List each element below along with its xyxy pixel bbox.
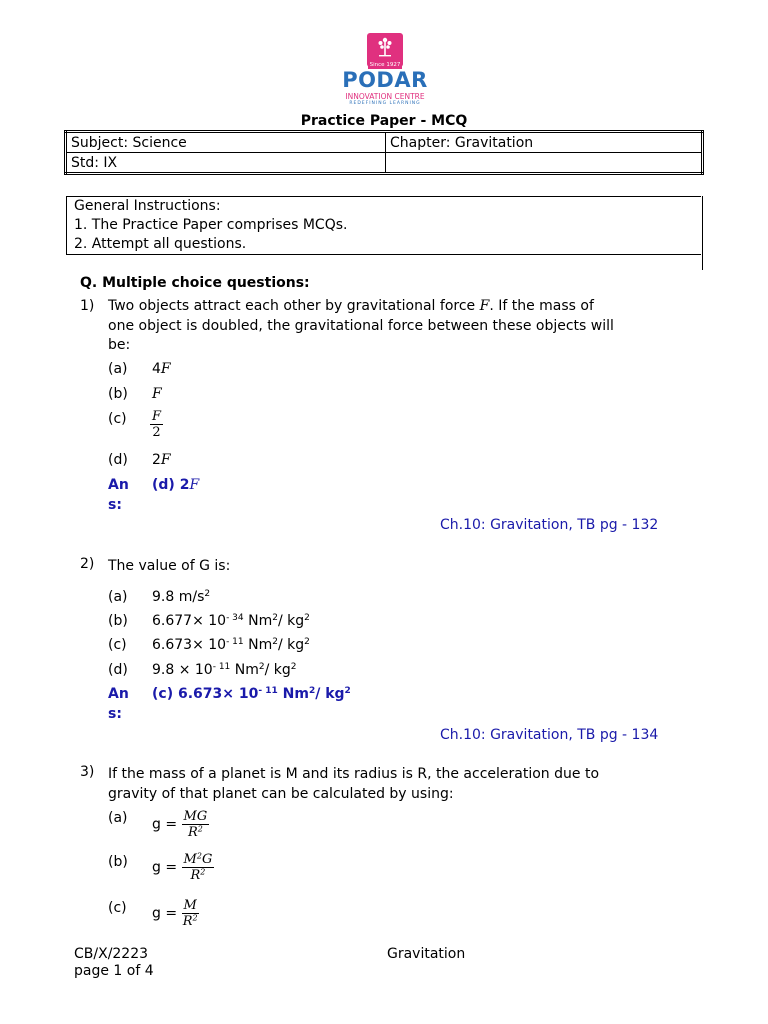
option-text: $6.677\times 10^{- 34}$ Nm$^2$/ $kg^2$	[152, 613, 310, 629]
textbook-reference: Ch.10: Gravitation, TB pg - 132	[440, 517, 659, 533]
option-formula: g = $\frac{M}{R^2}$	[152, 898, 198, 929]
logo-tagline: Since 1927	[369, 62, 401, 68]
instructions-box	[66, 196, 701, 255]
std-cell: Std: IX	[66, 153, 386, 174]
instructions-heading: General Instructions:	[74, 198, 221, 214]
option-text: 9.8 $m/s^2$	[152, 589, 211, 605]
option-label: (a)	[108, 361, 128, 377]
option-label: (d)	[108, 452, 128, 468]
answer-text: (c) $6.673\times 10^{- 11}$ Nm$^2$/ $kg^2$	[152, 686, 351, 702]
section-heading: Q. Multiple choice questions:	[80, 275, 310, 291]
question-text: be:	[108, 337, 131, 353]
footer-chapter: Gravitation	[387, 946, 466, 962]
logo-name: PODAR	[342, 68, 428, 92]
option-label: (a)	[108, 810, 128, 826]
page-title: Practice Paper - MCQ	[300, 113, 468, 129]
footer-page: page 1 of 4	[74, 963, 154, 979]
textbook-reference: Ch.10: Gravitation, TB pg - 134	[440, 727, 659, 743]
option-label: (b)	[108, 854, 128, 870]
option-formula: g = $\frac{MG}{R^2}$	[152, 809, 208, 840]
option-label: (c)	[108, 411, 127, 427]
option-label: (c)	[108, 900, 127, 916]
option-text: 2F	[152, 452, 171, 468]
question-text: If the mass of a planet is M and its radius is R, the acceleration due to	[108, 766, 600, 782]
option-label: (c)	[108, 637, 127, 653]
instruction-item: 2. Attempt all questions.	[74, 236, 247, 252]
question-number: 1)	[80, 298, 95, 314]
instruction-item: 1. The Practice Paper comprises MCQs.	[74, 217, 348, 233]
info-table	[64, 130, 704, 175]
question-text: Two objects attract each other by gravitational force F. If the mass of	[108, 298, 594, 314]
answer-label: s:	[108, 706, 122, 722]
option-label: (d)	[108, 662, 128, 678]
answer-text: (d) 2F	[152, 477, 200, 493]
question-text: one object is doubled, the gravitational force between these objects will	[108, 318, 614, 334]
logo-motto: REDEFINING LEARNING	[349, 101, 421, 106]
option-fraction: $\frac{F}{2}$	[152, 409, 162, 440]
option-text: $6.673\times 10^{- 11}$ Nm$^2$/ $kg^2$	[152, 637, 310, 653]
option-label: (b)	[108, 386, 128, 402]
option-text: 4F	[152, 361, 171, 377]
empty-cell	[386, 153, 703, 174]
answer-label: An	[108, 477, 129, 493]
question-text: The value of G is:	[108, 558, 231, 574]
question-text: gravity of that planet can be calculated by using:	[108, 786, 454, 802]
tree-icon	[377, 36, 393, 58]
option-formula: g = $\frac{M^2G}{R^2}$	[152, 851, 213, 883]
subject-cell: Subject: Science	[66, 132, 386, 153]
answer-label: s:	[108, 497, 122, 513]
option-label: (a)	[108, 589, 128, 605]
footer-code: CB/X/2223	[74, 946, 149, 962]
option-label: (b)	[108, 613, 128, 629]
answer-label: An	[108, 686, 129, 702]
logo-subtitle: INNOVATION CENTRE	[345, 92, 425, 101]
question-number: 3)	[80, 764, 95, 780]
instructions-border	[702, 196, 703, 270]
option-text: $9.8 \times 10^{- 11}$ Nm$^2$/ $kg^2$	[152, 662, 297, 678]
option-text: F	[152, 386, 162, 402]
chapter-cell: Chapter: Gravitation	[386, 132, 703, 153]
question-number: 2)	[80, 556, 95, 572]
